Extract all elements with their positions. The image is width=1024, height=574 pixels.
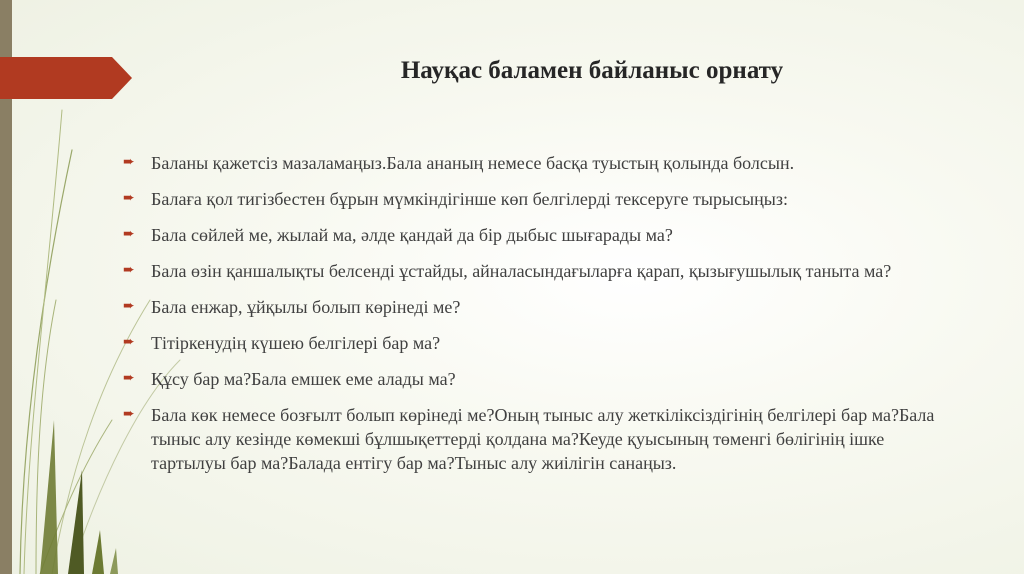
arrow-right-icon: ➨	[123, 263, 135, 278]
list-item	[123, 187, 943, 211]
list-item-text: Бала көк немесе бозғылт болып көрінеді ме?Оның тыныс алу жеткіліксіздігінің белгілері бар ма?Бала тыныс алу кезінде көмекші бұлшықеттерді қолдана ма?Кеуде қуысының төменгі бөлігінің ішке тартылуы бар ма?Балада ентігу бар ма?Тыныс алу жиілігін санаңыз.	[151, 405, 935, 473]
arrow-right-icon: ➨	[123, 227, 135, 242]
arrow-right-icon: ➨	[123, 335, 135, 350]
list-item-text: Тітіркенудің күшею белгілері бар ма?	[151, 333, 441, 353]
list-item	[123, 331, 943, 355]
list-item	[123, 151, 943, 175]
arrow-right-icon: ➨	[123, 155, 135, 170]
list-item	[123, 223, 943, 247]
arrow-right-icon: ➨	[123, 299, 135, 314]
list-item-text: Бала енжар, ұйқылы болып көрінеді ме?	[151, 297, 461, 317]
list-item	[123, 259, 943, 283]
list-item	[123, 367, 943, 391]
list-item	[123, 403, 943, 475]
list-item-text: Баланы қажетсіз мазаламаңыз.Бала ананың немесе басқа туыстың қолында болсын.	[151, 153, 795, 173]
list-item-text: Балаға қол тигізбестен бұрын мүмкіндігінше көп белгілерді тексеруге тырысыңыз:	[151, 189, 788, 209]
bullet-list	[123, 151, 943, 487]
list-item-text: Бала өзін қаншалықты белсенді ұстайды, айналасындағыларға қарап, қызығушылық таныта ма?	[151, 261, 892, 281]
list-item	[123, 295, 943, 319]
arrow-right-icon: ➨	[123, 407, 135, 422]
arrow-right-icon: ➨	[123, 371, 135, 386]
arrow-right-icon: ➨	[123, 191, 135, 206]
slide-title: Науқас баламен байланыс орнату	[400, 57, 784, 84]
list-item-text: Құсу бар ма?Бала емшек еме алады ма?	[151, 369, 456, 389]
list-item-text: Бала сөйлей ме, жылай ма, әлде қандай да бір дыбыс шығарады ма?	[151, 225, 673, 245]
